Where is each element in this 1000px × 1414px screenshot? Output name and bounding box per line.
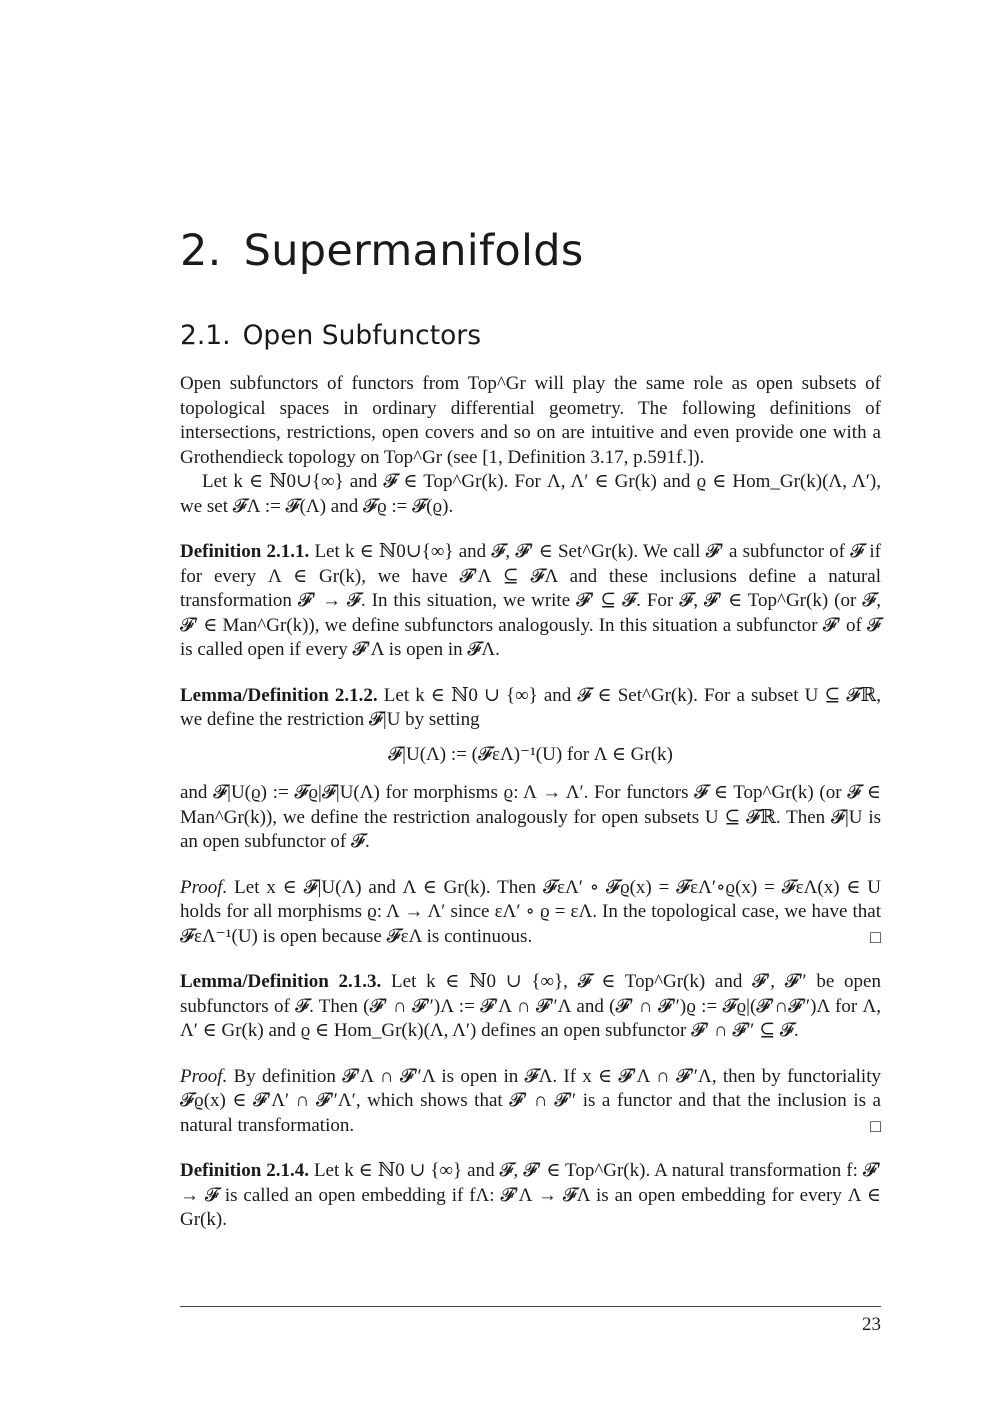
- chapter-heading: [180, 226, 584, 276]
- proof-text: Let x ∈ 𝓕|U(Λ) and Λ ∈ Gr(k). Then 𝓕εΛ′ ∘ 𝓕ϱ(x) = 𝓕εΛ′∘ϱ(x) = 𝓕εΛ(x) ∈ U holds for all morphisms ϱ: Λ → Λ′ since εΛ′ ∘ ϱ = εΛ. In the topological case, we have that 𝓕εΛ⁻¹(U) is open because 𝓕εΛ is continuous.: [180, 876, 881, 947]
- section-title: Open Subfunctors: [242, 320, 482, 351]
- footer-rule: [180, 1306, 881, 1307]
- proof-1: [180, 876, 881, 950]
- lemma-definition-2-1-3: [180, 970, 881, 1044]
- definition-2-1-1: [180, 540, 881, 663]
- qed-icon: □: [870, 1115, 881, 1136]
- definition-label: Definition 2.1.1.: [180, 541, 310, 562]
- page-number: 23: [862, 1314, 881, 1335]
- definition-text: Let k ∈ ℕ0∪{∞} and 𝓕, 𝓕′ ∈ Set^Gr(k). We call 𝓕′ a subfunctor of 𝓕 if for every Λ ∈ Gr(k), we have 𝓕′Λ ⊆ 𝓕Λ and these inclusions define a natural transformation 𝓕′ → 𝓕. In this situation, we write 𝓕′ ⊆ 𝓕. For 𝓕, 𝓕′ ∈ Top^Gr(k) (or 𝓕, 𝓕′ ∈ Man^Gr(k)), we define subfunctors analogously. In this situation a subfunctor 𝓕′ of 𝓕 is called open if every 𝓕′Λ is open in 𝓕Λ.: [180, 541, 881, 660]
- intro-paragraph-1: Open subfunctors of functors from Top^Gr will play the same role as open subsets of topological spaces in ordinary differential geometry. The following definitions of intersections, restrictions, open covers and so on are intuitive and even provide one with a Grothendieck topology on Top^Gr (see [1, Definition 3.17, p.591f.]).: [180, 373, 881, 468]
- lemma-text-continued: and 𝓕|U(ϱ) := 𝓕ϱ|𝓕|U(Λ) for morphisms ϱ: Λ → Λ′. For functors 𝓕 ∈ Top^Gr(k) (or 𝓕 ∈ Man^Gr(k)), we define the restriction analogously for open subsets U ⊆ 𝓕ℝ. Then 𝓕|U is an open subfunctor of 𝓕.: [180, 782, 881, 852]
- definition-label: Definition 2.1.4.: [180, 1160, 309, 1181]
- section-number: 2.1.: [180, 320, 231, 351]
- proof-label: Proof.: [180, 1065, 228, 1087]
- lemma-text: Let k ∈ ℕ0 ∪ {∞} and 𝓕 ∈ Set^Gr(k). For a subset U ⊆ 𝓕ℝ, we define the restriction 𝓕|U by setting: [180, 684, 881, 730]
- proof-2: [180, 1065, 881, 1139]
- lemma-label: Lemma/Definition 2.1.3.: [180, 971, 382, 992]
- chapter-number: 2.: [180, 226, 222, 276]
- lemma-label: Lemma/Definition 2.1.2.: [180, 684, 378, 706]
- definition-2-1-4: [180, 1159, 881, 1233]
- proof-label: Proof.: [180, 876, 228, 898]
- section-heading: [180, 320, 481, 351]
- intro-paragraph-2: Let k ∈ ℕ0∪{∞} and 𝓕 ∈ Top^Gr(k). For Λ, Λ′ ∈ Gr(k) and ϱ ∈ Hom_Gr(k)(Λ, Λ′), we set 𝓕Λ := 𝓕(Λ) and 𝓕ϱ := 𝓕(ϱ).: [180, 471, 881, 517]
- lemma-text: Let k ∈ ℕ0 ∪ {∞}, 𝓕 ∈ Top^Gr(k) and 𝓕′, 𝓕″ be open subfunctors of 𝓕. Then (𝓕′ ∩ 𝓕″)Λ := 𝓕′Λ ∩ 𝓕″Λ and (𝓕′ ∩ 𝓕″)ϱ := 𝓕ϱ|(𝓕′∩𝓕″)Λ for Λ, Λ′ ∈ Gr(k) and ϱ ∈ Hom_Gr(k)(Λ, Λ′) defines an open subfunctor 𝓕′ ∩ 𝓕″ ⊆ 𝓕.: [180, 971, 881, 1041]
- display-equation: 𝓕|U(Λ) := (𝓕εΛ)⁻¹(U) for Λ ∈ Gr(k): [388, 743, 673, 765]
- document-page: [180, 0, 881, 1414]
- definition-text: Let k ∈ ℕ0 ∪ {∞} and 𝓕, 𝓕′ ∈ Top^Gr(k). A natural transformation f: 𝓕′ → 𝓕 is called an open embedding if fΛ: 𝓕′Λ → 𝓕Λ is an open embedding for every Λ ∈ Gr(k).: [180, 1160, 881, 1230]
- proof-text: By definition 𝓕′Λ ∩ 𝓕″Λ is open in 𝓕Λ. If x ∈ 𝓕′Λ ∩ 𝓕″Λ, then by functoriality 𝓕ϱ(x) ∈ 𝓕′Λ′ ∩ 𝓕″Λ′, which shows that 𝓕′ ∩ 𝓕″ is a functor and that the inclusion is a natural transformation.: [180, 1065, 881, 1136]
- chapter-title: Supermanifolds: [243, 226, 584, 276]
- body-text: [180, 372, 881, 1233]
- lemma-definition-2-1-2: [180, 684, 881, 733]
- qed-icon: □: [870, 926, 881, 947]
